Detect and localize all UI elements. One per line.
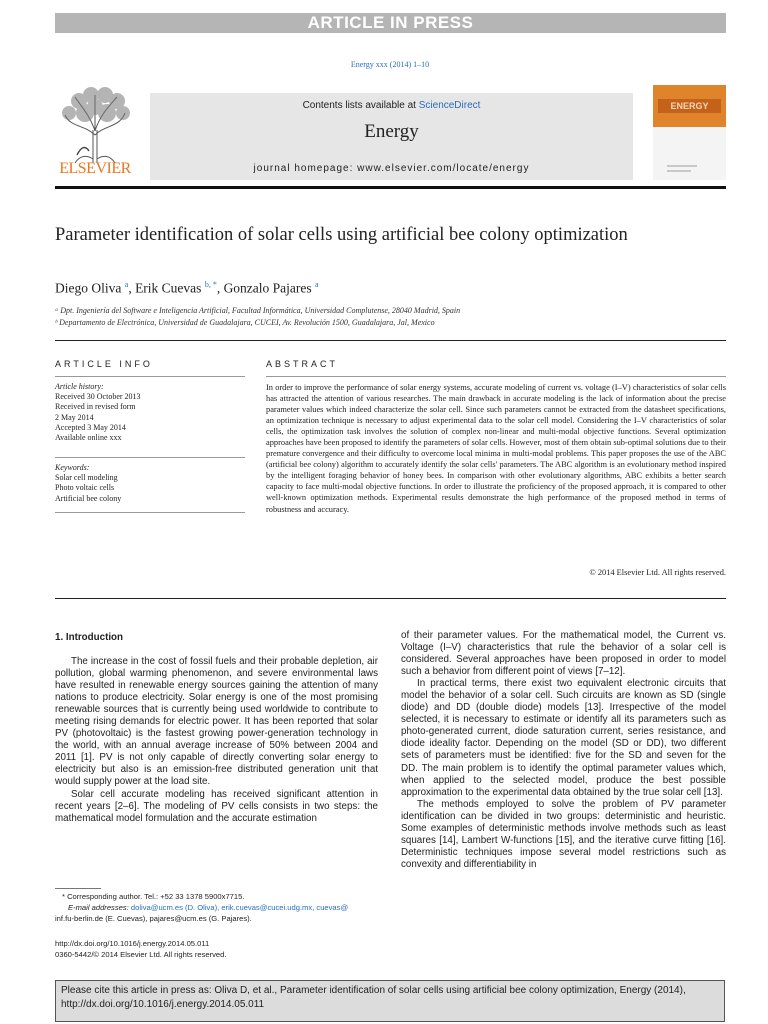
body-paragraph: In practical terms, there exist two equivalent electronic circuits that model the behavior of a solar cell. Such circuits are known as SD (single diode) and DD (double diode) models [13]. Irrespective of the model selected, it is necessary to estimate or identify all its parameters such as photo-generated current, diode saturation current, series resistance, and diode ideality factor. Depending on the model (SD or DD), two different sets of parameters must be identified: five for the SD and seven for the DD. The main problem is to identify the optimal parameter values which, when applied to the selected model, produce the best possible approximation to the experimental data obtained by the true solar cell [13]. <box>401 678 726 798</box>
contents-line <box>150 100 633 111</box>
affiliation-b: ᵇ Departamento de Electrónica, Universidad de Guadalajara, CUCEI, Av. Revolución 1500, Guadalajara, Jal, Mexico <box>55 318 435 327</box>
section-rule <box>55 340 726 341</box>
body-column-left <box>55 656 378 825</box>
article-history <box>55 382 141 443</box>
author-name[interactable]: Erik Cuevas <box>135 280 202 296</box>
history-item: 2 May 2014 <box>55 412 94 422</box>
affiliation-a: ᵃ Dpt. Ingeniería del Software e Inteligencia Artificial, Facultad Informática, Universidad Complutense, 28040 Madrid, Spain <box>55 306 461 315</box>
journal-name[interactable]: Energy <box>364 121 419 142</box>
abstract-rule <box>266 376 726 377</box>
body-paragraph: The increase in the cost of fossil fuels and their probable depletion, air pollution, global warming phenomenon, and severe environmental laws have resulted in renewable energy sources gaining the attention of many nations to produce electricity. Solar energy is one of the most promising renewable sources that is currently being used worldwide to contribute to meeting rising demands for electric power. It has been reported that solar PV (photovoltaic) is the fastest growing power-generation technology in the world, with an annual average increase of 50% between 2004 and 2011 [1]. PV is not only capable of directly converting solar energy to electricity but also is an emission-free distributed generation unit that would supply power at the load site. <box>55 656 378 788</box>
abstract-heading: ABSTRACT <box>266 359 339 369</box>
abstract-copyright: © 2014 Elsevier Ltd. All rights reserved. <box>589 568 726 577</box>
keyword: Artificial bee colony <box>55 493 122 503</box>
citation-text[interactable]: Please cite this article in press as: Oliva D, et al., Parameter identification of solar cells using artificial bee colony optimization, Energy (2014), http://dx.doi.org/10.1016/j.energy.2014.05.011 <box>61 985 686 1010</box>
section-rule <box>55 598 726 599</box>
body-paragraph: of their parameter values. For the mathematical model, the Current vs. Voltage (I–V) characteristics that rule the behavior of a solar cell is considered. Several approaches have been proposed in order to model such a behavior from different point of views [7–12]. <box>401 630 726 678</box>
publisher-name: ELSEVIER <box>59 160 131 177</box>
header-rule <box>55 186 726 189</box>
citation-box <box>55 980 725 1022</box>
contents-prefix: Contents lists available at <box>302 100 419 111</box>
journal-header <box>55 85 726 180</box>
history-label: Article history: <box>55 382 104 391</box>
cover-decoration <box>667 165 697 167</box>
footnote-rule <box>55 888 101 889</box>
body-column-right <box>401 630 726 871</box>
abstract-text: In order to improve the performance of solar energy systems, accurate modeling of current vs. voltage (I–V) characteristics of solar cells has attracted the attention of various researches. The main drawback in accurate modeling is the lack of information about the precise parameter values which indeed characterize the solar cell. Since such parameters cannot be extracted from the datasheet specifications, an optimization technique is necessary to adjust experimental data to the solar cell model. Considering the I–V characteristics of solar cells, the optimization task involves the solution of complex non-linear and multi-modal objective functions. Several optimization approaches have been proposed to identify the parameters of solar cells. However, most of them obtain sub-optimal solutions due to their premature convergence and their difficulty to overcome local minima in multi-modal problems. This paper proposes the use of the ABC (artificial bee colony) algorithm to accurately identify the solar cells' parameters. The ABC algorithm is an evolutionary method inspired by the intelligent foraging behavior of honey bees. In comparison with other evolutionary algorithms, ABC exhibits a better search capacity to face multi-modal objective functions. In order to illustrate the proficiency of the proposed approach, it is compared to other well-known optimization methods. Experimental results demonstrate the high performance of the proposed method in terms of robustness and accuracy. <box>266 383 726 514</box>
article-info-divider <box>55 457 245 458</box>
history-item: Available online xxx <box>55 433 122 443</box>
history-item: Accepted 3 May 2014 <box>55 422 126 432</box>
body-paragraph: Solar cell accurate modeling has received significant attention in recent years [2–6]. The modeling of PV cells consists in two steps: the mathematical model formulation and the accurate estimation <box>55 788 378 824</box>
cover-decoration <box>667 170 691 172</box>
keyword: Solar cell modeling <box>55 473 118 483</box>
keywords-block <box>55 463 121 504</box>
issn-copyright: 0360-5442/© 2014 Elsevier Ltd. All rights reserved. <box>55 950 227 959</box>
elsevier-tree-icon <box>55 85 135 165</box>
cover-title: ENERGY <box>658 99 721 113</box>
article-info-divider <box>55 512 245 513</box>
history-item: Received in revised form <box>55 402 136 412</box>
sciencedirect-link[interactable]: ScienceDirect <box>418 100 481 111</box>
email-links[interactable]: doliva@ucm.es (D. Oliva), erik.cuevas@cucei.udg.mx, cuevas@ <box>130 903 349 912</box>
email-addresses <box>68 903 348 914</box>
article-in-press-banner: ARTICLE IN PRESS <box>55 13 726 33</box>
journal-reference-link[interactable]: Energy xxx (2014) 1–10 <box>350 60 430 69</box>
article-title: Parameter identification of solar cells using artificial bee colony optimization <box>55 225 628 245</box>
article-info-heading: ARTICLE INFO <box>55 359 153 369</box>
author-list: Diego Oliva $^a$, Erik Cuevas $^{b, *}$, Gonzalo Pajares $^a$ <box>55 280 319 296</box>
author-name[interactable]: Gonzalo Pajares <box>223 280 312 296</box>
keyword: Photo voltaic cells <box>55 483 115 493</box>
journal-info-box <box>150 93 633 180</box>
keywords-label: Keywords: <box>55 463 90 472</box>
author-affiliation-mark[interactable]: a <box>124 280 129 289</box>
email-addresses-cont[interactable]: inf.fu-berlin.de (E. Cuevas), pajares@ucm.es (G. Pajares). <box>55 914 252 923</box>
doi-link[interactable]: http://dx.doi.org/10.1016/j.energy.2014.05.011 <box>55 939 210 948</box>
author-name[interactable]: Diego Oliva <box>55 280 122 296</box>
corresponding-author-note: * Corresponding author. Tel.: +52 33 1378 5900x7715. <box>62 892 245 901</box>
cover-banner <box>653 85 726 127</box>
journal-cover-thumbnail[interactable] <box>653 85 726 180</box>
journal-homepage-link[interactable]: journal homepage: www.elsevier.com/locate/energy <box>253 163 530 174</box>
article-info-rule <box>55 376 245 377</box>
email-label: E-mail addresses: <box>68 903 129 912</box>
elsevier-logo[interactable] <box>55 85 145 180</box>
author-affiliation-mark[interactable]: a <box>315 280 319 289</box>
history-item: Received 30 October 2013 <box>55 392 141 402</box>
section-heading-introduction: 1. Introduction <box>55 632 124 643</box>
body-paragraph: The methods employed to solve the problem of PV parameter identification can be divided in two groups: deterministic and heuristic. Some examples of deterministic methods involve methods such as least squares [14], Lambert W-functions [15], and the iterative curve fitting [16]. Deterministic techniques impose several model restrictions such as convexity and differentiability in <box>401 798 726 870</box>
author-affiliation-mark[interactable]: b, * <box>204 280 217 289</box>
